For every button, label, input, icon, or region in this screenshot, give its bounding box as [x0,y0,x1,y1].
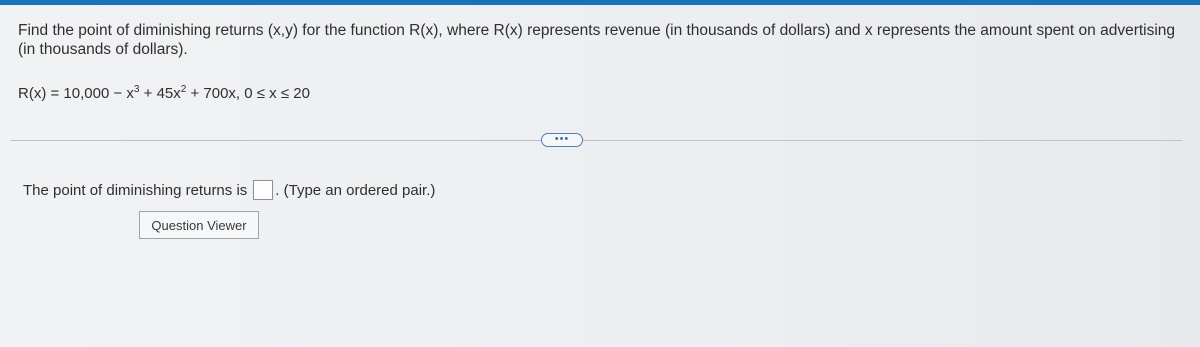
formula-part-2: + 45x [139,85,181,102]
top-accent-bar [0,0,1200,5]
formula-part-1: R(x) = 10,000 − x [18,85,134,102]
section-divider [10,140,1182,141]
revenue-formula [18,84,310,102]
answer-prefix: The point of diminishing returns is [23,181,248,199]
ellipsis-icon: ••• [554,132,570,145]
answer-input[interactable] [253,180,273,200]
formula-exponent-2: 2 [180,84,187,95]
question-viewer-button[interactable]: Question Viewer [139,211,259,239]
answer-row [23,180,435,200]
more-options-button[interactable] [541,133,583,147]
answer-suffix: . (Type an ordered pair.) [275,181,436,199]
formula-exponent-1: 3 [133,84,140,95]
question-text: Find the point of diminishing returns (x,y) for the function R(x), where R(x) represents revenue (in thousands of dollars) and x represents the amount spent on advertising (in thousands of dollars). [18,22,1176,58]
formula-part-3: + 700x, 0 ≤ x ≤ 20 [186,85,310,102]
